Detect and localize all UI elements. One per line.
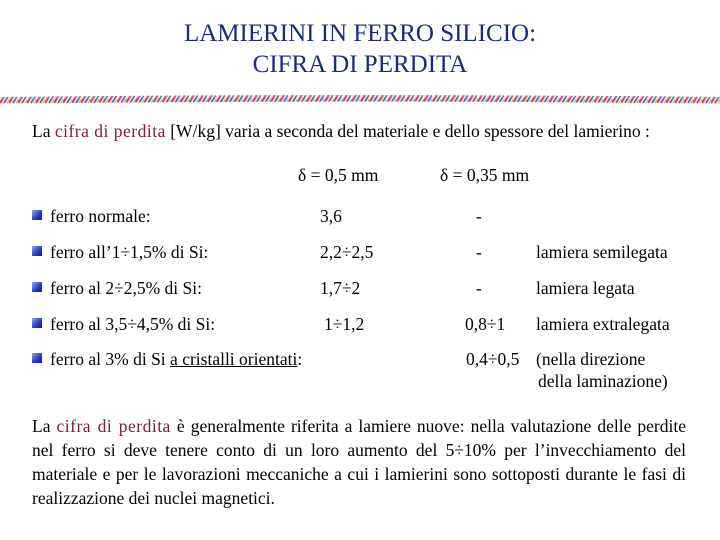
intro-paragraph <box>32 120 686 142</box>
row-note: lamiera legata <box>536 278 635 298</box>
bullet-icon <box>32 246 42 256</box>
table-row <box>0 348 720 394</box>
row-value-05: 1,7÷2 <box>320 278 361 298</box>
title-line-1: LAMIERINI IN FERRO SILICIO: <box>183 20 537 47</box>
row-value-035: 0,4÷0,5 <box>466 349 520 369</box>
outro-paragraph <box>32 414 686 510</box>
outro-before: La <box>32 416 57 436</box>
row-value-05: 1÷1,2 <box>324 314 365 334</box>
row-label: ferro al 3,5÷4,5% di Si: <box>50 314 216 334</box>
row-value-035: 0,8÷1 <box>465 314 506 334</box>
column-header-delta-1: δ = 0,5 mm <box>298 165 379 185</box>
table-row <box>0 241 720 265</box>
row-label-underlined: a cristalli orientati <box>170 349 298 369</box>
row-value-035: - <box>476 242 482 262</box>
row-label: ferro al 2÷2,5% di Si: <box>50 278 203 298</box>
outro-highlight: cifra di perdita <box>56 416 171 436</box>
row-note: lamiera extralegata <box>536 314 670 334</box>
decorative-divider <box>0 94 720 104</box>
row-note: lamiera semilegata <box>536 242 668 262</box>
title-line-2: CIFRA DI PERDITA <box>252 51 468 78</box>
intro-before: La <box>32 121 55 141</box>
row-value-05: 2,2÷2,5 <box>320 242 374 262</box>
row-label: ferro normale: <box>50 206 151 226</box>
row-note <box>536 348 668 392</box>
table-row <box>0 313 720 337</box>
row-value-035: - <box>476 278 482 298</box>
table-row <box>0 277 720 301</box>
row-value-05: 3,6 <box>320 206 342 226</box>
table-row <box>0 205 720 229</box>
intro-highlight: cifra di perdita <box>54 121 166 141</box>
row-label-after: : <box>297 349 303 369</box>
column-header-delta-2: δ = 0,35 mm <box>440 165 530 185</box>
bullet-icon <box>32 318 42 328</box>
row-label: ferro all’1÷1,5% di Si: <box>50 242 209 262</box>
slide-title <box>0 18 720 80</box>
row-note-line-1: (nella direzione <box>536 349 646 369</box>
row-value-035: - <box>476 206 482 226</box>
outro-after: è generalmente riferita a lamiere nuove: nella valutazione delle perdite nel ferro si deve tenere conto di un loro aumento del 5÷10% per l’invecchiamento del materiale e per le lavorazioni meccaniche a cui i lamierini sono sottoposti durante le fasi di realizzazione dei nuclei magnetici. <box>32 416 686 508</box>
bullet-icon <box>32 353 42 363</box>
bullet-icon <box>32 282 42 292</box>
intro-after: [W/kg] varia a seconda del materiale e dello spessore del lamierino : <box>165 121 650 141</box>
row-label <box>50 348 302 370</box>
row-label-before: ferro al 3% di Si <box>50 349 171 369</box>
row-note-line-2: della laminazione) <box>538 371 668 391</box>
bullet-icon <box>32 210 42 220</box>
